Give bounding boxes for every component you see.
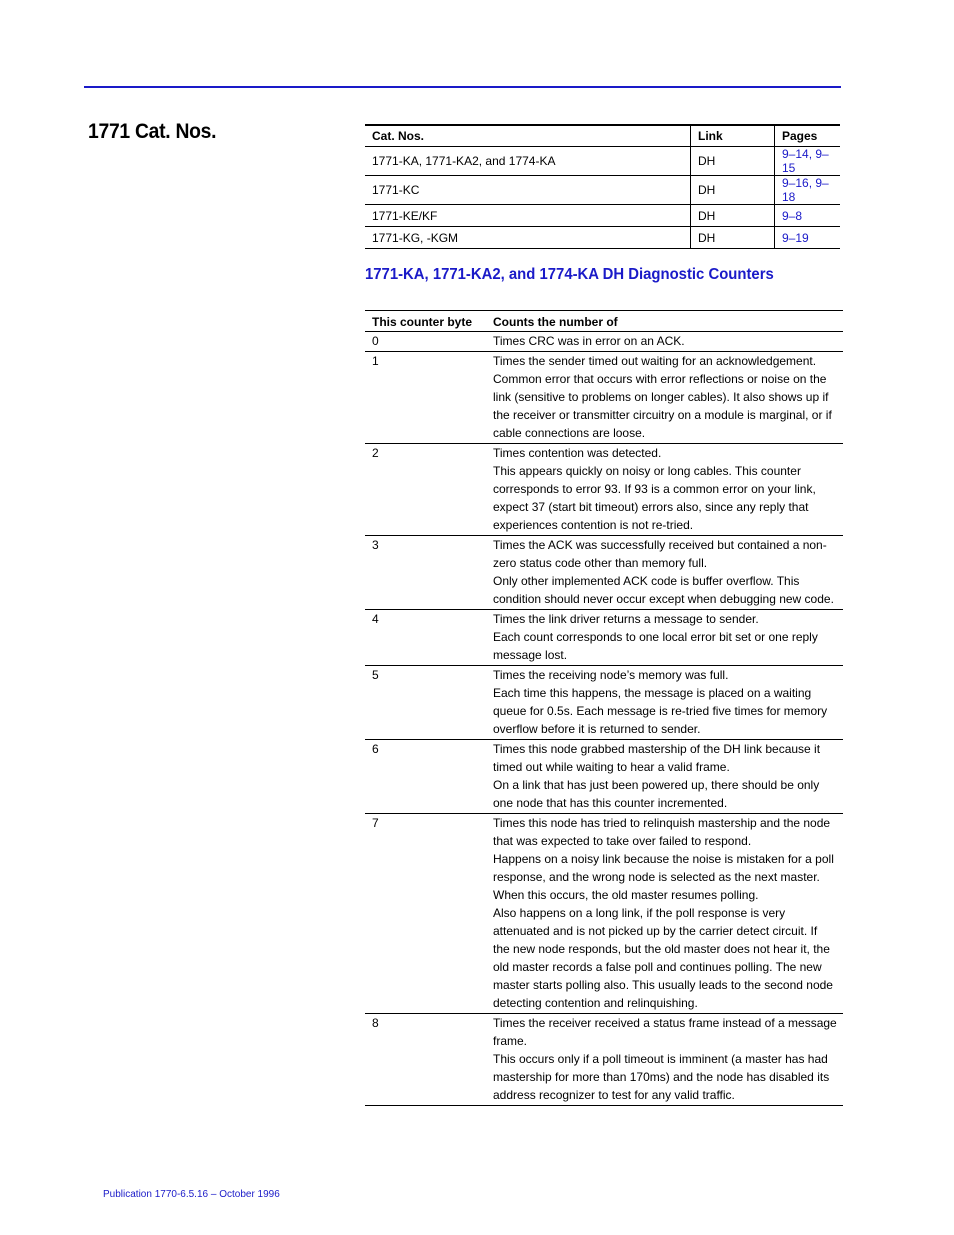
description-line: Times CRC was in error on an ACK.: [493, 334, 685, 348]
description-line: Times the sender timed out waiting for an acknowledgement.: [493, 354, 817, 368]
description-line: Common error that occurs with error reflections or noise on the link (sensitive to problems on longer cables). It also shows up if the receiver or transmitter circuitry on a module is marginal, or if cable connections are loose.: [493, 372, 832, 440]
description-line: Times the ACK was successfully received but contained a non-zero status code other than memory full.: [493, 538, 827, 570]
column-header-cat-nos: Cat. Nos.: [365, 125, 691, 147]
pages-link[interactable]: 9–8: [775, 205, 841, 227]
pages-link[interactable]: 9–16, 9–18: [775, 176, 841, 205]
counter-byte-cell: 1: [365, 352, 493, 444]
column-header-counter-byte: This counter byte: [365, 311, 493, 332]
counter-byte-cell: 4: [365, 610, 493, 666]
table-row: [365, 227, 840, 249]
counter-description-cell: [493, 740, 843, 814]
counter-byte-cell: 2: [365, 444, 493, 536]
description-line: Each count corresponds to one local error bit set or one reply message lost.: [493, 630, 818, 662]
description-line: Times this node grabbed mastership of the DH link because it timed out while waiting to hear a valid frame.: [493, 742, 821, 774]
pages-link[interactable]: 9–14, 9–15: [775, 147, 841, 176]
cat-no-cell: 1771-KG, -KGM: [365, 227, 691, 249]
top-rule: [84, 86, 841, 88]
counter-description-cell: [493, 536, 843, 610]
cat-no-cell: 1771-KA, 1771-KA2, and 1774-KA: [365, 147, 691, 176]
cat-no-cell: 1771-KC: [365, 176, 691, 205]
counter-description-cell: [493, 610, 843, 666]
counter-description-cell: [493, 444, 843, 536]
counter-description-cell: [493, 352, 843, 444]
pages-link[interactable]: 9–19: [775, 227, 841, 249]
table-row: [365, 332, 843, 352]
table-row: [365, 814, 843, 1014]
table-row: [365, 740, 843, 814]
table-row: [365, 352, 843, 444]
counter-byte-cell: 3: [365, 536, 493, 610]
description-line: Only other implemented ACK code is buffer overflow. This condition should never occur except when debugging new code.: [493, 574, 834, 606]
table-row: [365, 610, 843, 666]
column-header-pages: Pages: [775, 125, 841, 147]
description-line: Times the receiving node’s memory was full.: [493, 668, 729, 682]
cat-nos-table: [365, 124, 840, 249]
counter-byte-cell: 6: [365, 740, 493, 814]
table-row: [365, 536, 843, 610]
counter-description-cell: [493, 1014, 843, 1106]
section-title: 1771 Cat. Nos.: [88, 120, 217, 143]
cat-no-cell: 1771-KE/KF: [365, 205, 691, 227]
description-line: Also happens on a long link, if the poll response is very attenuated and is not picked up by the carrier detect circuit. If the new node responds, but the old master does not hear it, the old master records a false poll and continues polling. The new master starts polling also. This usually leads to the second node detecting contention and relinquishing.: [493, 906, 833, 1010]
link-cell: DH: [691, 205, 775, 227]
diagnostic-counters-heading: 1771-KA, 1771-KA2, and 1774-KA DH Diagnostic Counters: [365, 266, 774, 283]
table-row: [365, 205, 840, 227]
counter-byte-cell: 5: [365, 666, 493, 740]
counter-byte-cell: 8: [372, 1016, 379, 1030]
counter-description-cell: [493, 666, 843, 740]
description-line: This occurs only if a poll timeout is imminent (a master has had mastership for more than 170ms) and the node has disabled its address recognizer to test for any valid traffic.: [493, 1052, 830, 1102]
counter-byte-cell: 7: [365, 814, 493, 1014]
description-line: On a link that has just been powered up, there should be only one node that has this counter incremented.: [493, 778, 820, 810]
table-row: [365, 444, 843, 536]
column-header-counts: Counts the number of: [493, 311, 843, 332]
description-line: Happens on a noisy link because the noise is mistaken for a poll response, and the wrong node is selected as the next master. When this occurs, the old master resumes polling.: [493, 852, 834, 902]
counter-description-cell: [493, 332, 843, 352]
description-line: Times contention was detected.: [493, 446, 662, 460]
column-header-link: Link: [691, 125, 775, 147]
link-cell: DH: [691, 227, 775, 249]
table-header-row: [365, 311, 843, 332]
table-row: [365, 176, 840, 205]
publication-footer: Publication 1770-6.5.16 – October 1996: [103, 1189, 280, 1200]
description-line: Times the receiver received a status frame instead of a message frame.: [493, 1016, 837, 1048]
description-line: Each time this happens, the message is placed on a waiting queue for 0.5s. Each message is re-tried five times for memory overflow before it is returned to sender.: [493, 686, 828, 736]
link-cell: DH: [691, 147, 775, 176]
counter-description-cell: [493, 814, 843, 1014]
description-line: Times this node has tried to relinquish mastership and the node that was expected to take over failed to respond.: [493, 816, 831, 848]
table-row: [365, 147, 840, 176]
description-line: This appears quickly on noisy or long cables. This counter corresponds to error 93. If 93 is a common error on your link, expect 37 (start bit timeout) errors also, since any reply that experiences contention is not re-tried.: [493, 464, 816, 532]
table-row: [365, 666, 843, 740]
table-header-row: [365, 125, 840, 147]
diagnostic-counters-table: [365, 310, 843, 1106]
counter-byte-cell: 0: [365, 332, 493, 352]
table-row: [365, 1014, 843, 1106]
link-cell: DH: [691, 176, 775, 205]
description-line: Times the link driver returns a message to sender.: [493, 612, 759, 626]
